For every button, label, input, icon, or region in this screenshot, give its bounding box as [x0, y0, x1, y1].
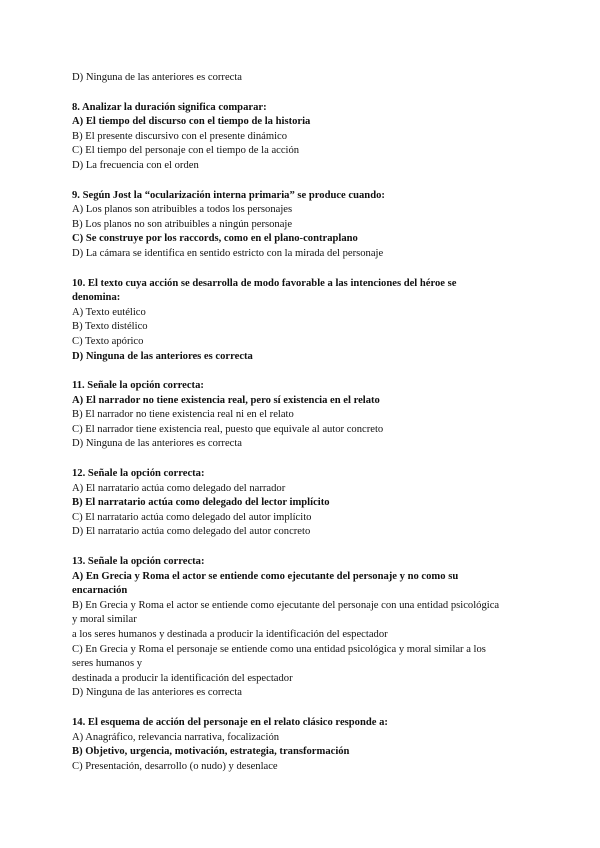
- question-title: 11. Señale la opción correcta:: [72, 380, 204, 392]
- answer-option: D) La cámara se identifica en sentido estricto con la mirada del personaje: [72, 247, 384, 259]
- answer-option: B) El narrador no tiene existencia real ni en el relato: [72, 409, 294, 421]
- correct-answer-option: A) El narrador no tiene existencia real, pero sí existencia en el relato: [72, 394, 380, 406]
- answer-option: seres humanos y: [72, 658, 143, 670]
- question-spacer: [72, 86, 542, 101]
- answer-option: C) En Grecia y Roma el personaje se entiende como una entidad psicológica y moral similar a los: [72, 643, 486, 655]
- question-spacer: [72, 364, 542, 379]
- correct-answer-option: C) Se construye por los raccords, como en el plano-contraplano: [72, 233, 358, 245]
- answer-option: B) El presente discursivo con el presente dinámico: [72, 130, 288, 142]
- answer-option: A) Los planos son atribuibles a todos los personajes: [72, 204, 293, 216]
- question-spacer: [72, 701, 542, 716]
- correct-answer-option: A) En Grecia y Roma el actor se entiende como ejecutante del personaje y no como su: [72, 570, 459, 582]
- answer-option: C) El tiempo del personaje con el tiempo de la acción: [72, 145, 300, 157]
- answer-option: A) El narratario actúa como delegado del narrador: [72, 482, 286, 494]
- question-block: [72, 467, 542, 540]
- question-list: [72, 86, 542, 775]
- question-block: [72, 101, 542, 174]
- answer-option: y moral similar: [72, 614, 137, 626]
- answer-option: B) En Grecia y Roma el actor se entiende como ejecutante del personaje con una entidad psicológica: [72, 599, 500, 611]
- question-block: [72, 555, 542, 701]
- question-block: [72, 277, 542, 365]
- question-title: 13. Señale la opción correcta:: [72, 556, 205, 568]
- answer-option: D) El narratario actúa como delegado del autor concreto: [72, 526, 311, 538]
- question-title: 9. Según Jost la “ocularización interna primaria” se produce cuando:: [72, 189, 385, 201]
- answer-option: B) Texto distélico: [72, 321, 148, 333]
- correct-answer-option: A) El tiempo del discurso con el tiempo de la historia: [72, 116, 311, 128]
- correct-answer-option: B) El narratario actúa como delegado del lector implícito: [72, 497, 330, 509]
- question-spacer: [72, 262, 542, 277]
- correct-answer-option: D) Ninguna de las anteriores es correcta: [72, 350, 253, 362]
- question-block: [72, 716, 542, 774]
- question-spacer: [72, 540, 542, 555]
- question-title: 12. Señale la opción correcta:: [72, 468, 205, 480]
- answer-option: D) Ninguna de las anteriores es correcta: [72, 438, 243, 450]
- question-title: 10. El texto cuya acción se desarrolla de modo favorable a las intenciones del héroe se: [72, 277, 457, 289]
- previous-answer-line: D) Ninguna de las anteriores es correcta: [72, 72, 243, 83]
- answer-option: D) La frecuencia con el orden: [72, 159, 199, 171]
- answer-option: B) Los planos no son atribuibles a ningún personaje: [72, 218, 293, 230]
- question-title: 8. Analizar la duración significa comparar:: [72, 101, 267, 113]
- question-title: 14. El esquema de acción del personaje en el relato clásico responde a:: [72, 716, 388, 728]
- answer-option: A) Anagráfico, relevancia narrativa, focalización: [72, 731, 280, 743]
- question-spacer: [72, 174, 542, 189]
- answer-option: A) Texto eutélico: [72, 306, 146, 318]
- correct-answer-option: B) Objetivo, urgencia, motivación, estrategia, transformación: [72, 746, 350, 758]
- answer-option: a los seres humanos y destinada a producir la identificación del espectador: [72, 629, 388, 640]
- question-block: [72, 189, 542, 262]
- answer-option: C) Presentación, desarrollo (o nudo) y desenlace: [72, 760, 278, 772]
- answer-option: C) Texto apórico: [72, 335, 144, 347]
- answer-option: D) Ninguna de las anteriores es correcta: [72, 687, 243, 699]
- answer-option: C) El narrador tiene existencia real, puesto que equivale al autor concreto: [72, 423, 384, 435]
- answer-option: destinada a producir la identificación del espectador: [72, 672, 293, 684]
- document-page: [72, 71, 542, 774]
- correct-answer-option: encarnación: [72, 585, 128, 597]
- question-block: [72, 379, 542, 452]
- answer-option: C) El narratario actúa como delegado del autor implícito: [72, 511, 312, 523]
- question-title: denomina:: [72, 292, 121, 304]
- question-spacer: [72, 452, 542, 467]
